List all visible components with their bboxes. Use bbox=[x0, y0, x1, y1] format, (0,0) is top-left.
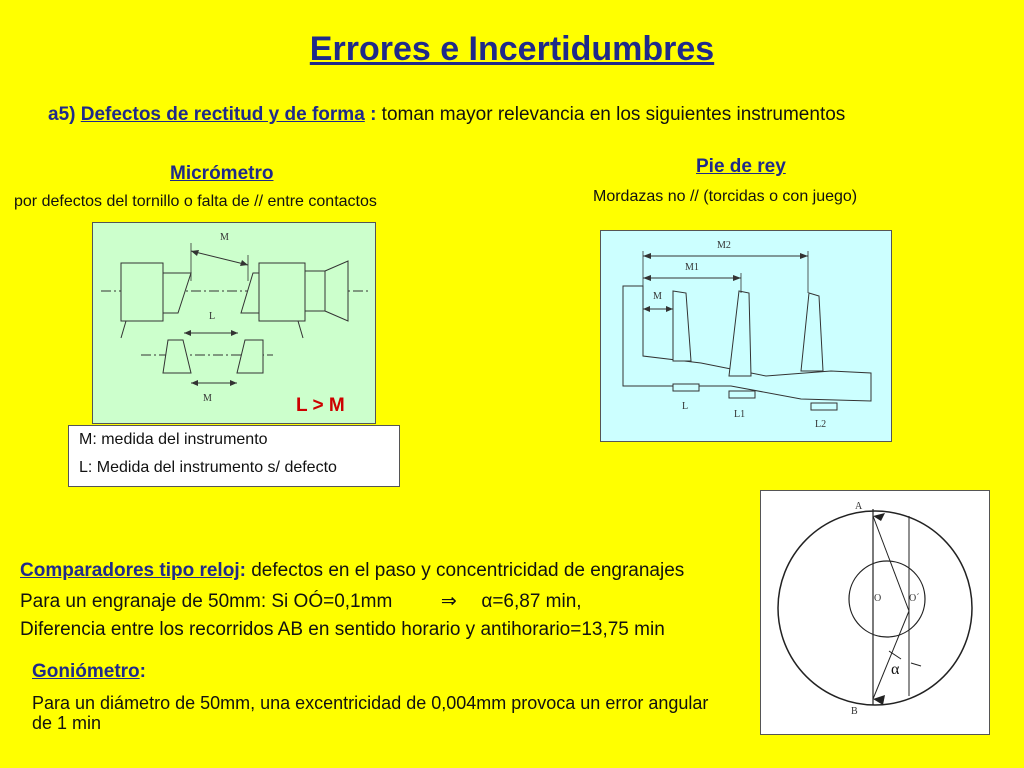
micrometro-drawing bbox=[93, 223, 375, 423]
micrometro-label-m-top: M bbox=[220, 232, 229, 243]
pie-de-rey-subtitle: Mordazas no // (torcidas o con juego) bbox=[593, 188, 858, 205]
intro-text: toman mayor relevancia en los siguientes instrumentos bbox=[381, 104, 846, 125]
goniometro-heading bbox=[32, 661, 146, 683]
goniometro-text: Para un diámetro de 50mm, una excentricidad de 0,004mm provoca un error angular de 1 min bbox=[32, 693, 709, 733]
comparadores-line2-left: Para un engranaje de 50mm: Si OÓ=0,1mm bbox=[20, 591, 393, 612]
implies-icon: ⇒ bbox=[440, 591, 457, 612]
intro-heading: Defectos de rectitud y de forma bbox=[80, 104, 365, 125]
label-m2: M2 bbox=[717, 240, 731, 251]
alpha-symbol: α bbox=[481, 591, 493, 612]
micrometro-subtitle: por defectos del tornillo o falta de // entre contactos bbox=[14, 193, 377, 210]
label-m: M bbox=[653, 291, 662, 302]
micrometro-legend bbox=[68, 425, 400, 487]
legend-m: M: medida del instrumento bbox=[79, 431, 268, 448]
dial-label-alpha: α bbox=[891, 661, 900, 678]
intro-colon: : bbox=[370, 104, 377, 125]
label-l: L bbox=[682, 401, 689, 412]
dial-label-o: O bbox=[874, 593, 882, 604]
dial-diagram bbox=[760, 490, 990, 735]
intro-line bbox=[48, 104, 845, 126]
micrometro-relation: L > M bbox=[296, 395, 345, 416]
comparadores-title: Comparadores tipo reloj bbox=[20, 560, 240, 581]
comparadores-line2-right: =6,87 min, bbox=[492, 591, 582, 612]
pie-de-rey-title: Pie de rey bbox=[696, 156, 786, 177]
comparadores-line1 bbox=[20, 560, 684, 582]
goniometro-colon: : bbox=[139, 661, 146, 682]
micrometro-title: Micrómetro bbox=[170, 163, 274, 184]
dial-label-b: B bbox=[851, 706, 858, 717]
comparadores-text: defectos en el paso y concentricidad de engranajes bbox=[251, 560, 685, 581]
micrometro-label-m-bottom: M bbox=[203, 393, 212, 404]
micrometro-diagram bbox=[92, 222, 376, 424]
comparadores-line3: Diferencia entre los recorridos AB en sentido horario y antihorario=13,75 min bbox=[20, 619, 665, 640]
comparadores-line2 bbox=[20, 590, 582, 613]
label-l1: L1 bbox=[734, 409, 746, 420]
pie-de-rey-diagram bbox=[600, 230, 892, 442]
legend-l: L: Medida del instrumento s/ defecto bbox=[79, 459, 337, 476]
slide-title: Errores e Incertidumbres bbox=[309, 30, 715, 68]
dial-label-a: A bbox=[855, 501, 863, 512]
micrometro-label-l: L bbox=[209, 311, 216, 322]
label-m1: M1 bbox=[685, 262, 699, 273]
dial-drawing bbox=[761, 491, 989, 734]
pie-de-rey-drawing bbox=[601, 231, 891, 441]
intro-prefix: a5) bbox=[48, 104, 76, 125]
label-l2: L2 bbox=[815, 419, 827, 430]
comparadores-colon: : bbox=[239, 560, 246, 581]
dial-label-o-prime: O´ bbox=[909, 593, 920, 604]
goniometro-title: Goniómetro bbox=[32, 661, 140, 682]
